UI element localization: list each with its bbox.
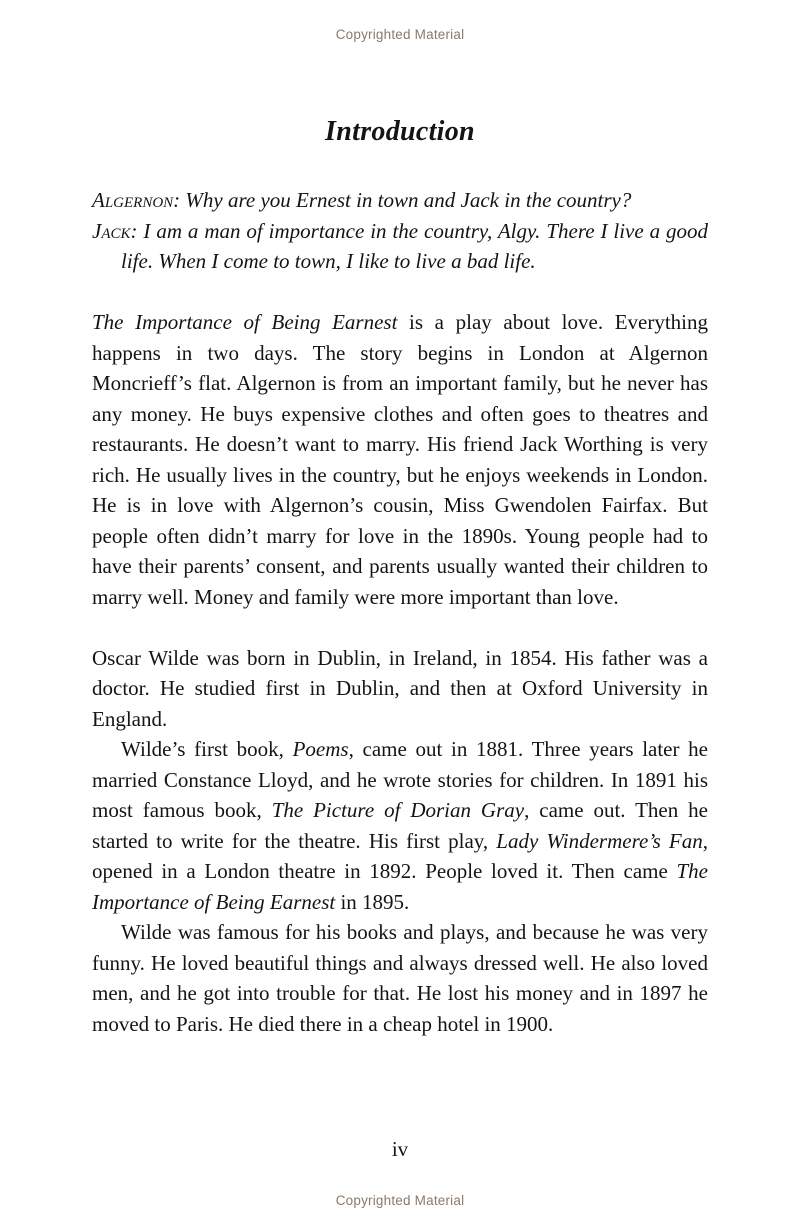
dialogue-text: Why are you Ernest in town and Jack in the country? <box>180 188 632 212</box>
page-number: iv <box>391 1137 409 1161</box>
book-title-italic: Poems <box>292 737 349 761</box>
paragraph-text: is a play about love. Everything happens in two days. The story begins in London at Algernon Moncrieff’s flat. Algernon is from an important family, but he never has any money. He buys expensive clothes and often goes to theatres and restaurants. He doesn’t want to marry. His friend Jack Worthing is very rich. He usually lives in the country, but he enjoys weekends in London. He is in love with Algernon’s cousin, Miss Gwendolen Fairfax. But people often didn’t marry for love in the 1890s. Young people had to have their parents’ consent, and parents usually wanted their children to marry well. Money and family were more important than love. <box>92 310 709 609</box>
dialogue-line-algernon <box>92 185 708 216</box>
paragraph-text: , came out in 1881. Three years later he married Constance Lloyd, and he wrote stories for children. In 1891 his most famous book, <box>92 737 708 822</box>
dialogue-text: I am a man of importance in the country, Algy. There I live a good life. When I come to town, I like to live a bad life. <box>121 218 708 273</box>
body-paragraph-1 <box>92 307 708 612</box>
paragraph-text: in 1895. <box>335 889 410 914</box>
book-title-italic: The Importance of Being Earnest <box>92 859 708 914</box>
dialogue-line-jack <box>92 216 708 277</box>
body-paragraph-3 <box>92 734 708 917</box>
speaker-name: Jack: <box>92 218 138 243</box>
page-title: Introduction <box>325 116 475 147</box>
body-paragraph-2 <box>92 643 708 735</box>
copyright-notice-top: Copyrighted Material <box>335 27 465 42</box>
paragraph-text: Wilde was famous for his books and plays, and because he was very funny. He loved beautiful things and always dressed well. He also loved men, and he got into trouble for that. He lost his money and in 1897 he moved to Paris. He died there in a cheap hotel in 1900. <box>92 920 708 1036</box>
speaker-name: Algernon: <box>92 188 181 212</box>
book-title-italic: The Picture of Dorian Gray <box>271 798 525 822</box>
book-title-italic: The Importance of Being Earnest <box>92 310 398 334</box>
book-title-italic: Lady Windermere’s Fan <box>496 828 703 853</box>
paragraph-text: , opened in a London theatre in 1892. People loved it. Then came <box>92 828 708 883</box>
page-content <box>92 185 708 1039</box>
paragraph-text: Wilde’s first book, <box>121 737 293 761</box>
paragraph-text: Oscar Wilde was born in Dublin, in Ireland, in 1854. His father was a doctor. He studied first in Dublin, and then at Oxford University in England. <box>92 645 708 731</box>
body-paragraph-4 <box>92 917 708 1039</box>
copyright-notice-bottom: Copyrighted Material <box>335 1193 465 1208</box>
paragraph-text: , came out. Then he started to write for the theatre. His first play, <box>92 798 708 853</box>
epigraph-dialogue <box>92 185 708 277</box>
